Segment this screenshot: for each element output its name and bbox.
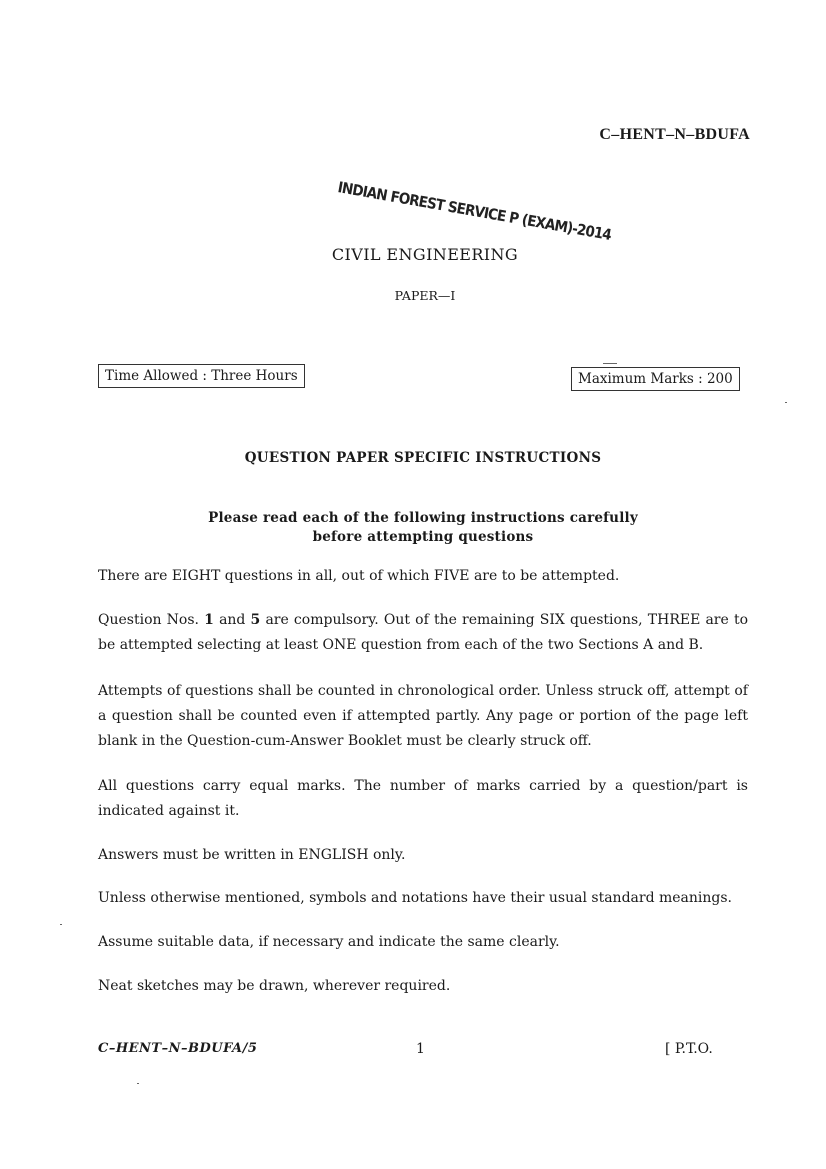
instruction-chronological-order: Attempts of questions shall be counted in chronological order. Unless struck off, attempt of a question shall be counted even if attempted partly. Any page or portion of the page left blank in the Question-cum-Answer Booklet must be clearly struck off. (98, 683, 748, 749)
page-number: 1 (416, 1041, 425, 1057)
question-number-1: 1 (204, 612, 214, 628)
scan-speck (137, 1083, 139, 1084)
p2-text-before: Question Nos. (98, 612, 205, 628)
time-allowed-box: Time Allowed : Three Hours (98, 364, 305, 388)
subject-title: CIVIL ENGINEERING (331, 245, 519, 264)
scan-speck (785, 402, 787, 403)
instruction-eight-questions: There are EIGHT questions in all, out of which FIVE are to be attempted. (98, 568, 620, 584)
scan-speck (60, 924, 62, 925)
p2-text-and: and (213, 612, 251, 628)
instruction-suitable-data: Assume suitable data, if necessary and indicate the same clearly. (98, 934, 560, 950)
footer-paper-code: C–HENT–N–BDUFA/5 (98, 1041, 258, 1056)
p2-text-after: are compulsory. Out of the remaining SIX questions, THREE are to be attempted selecting at least ONE question from each of the two Sections A and B. (98, 612, 748, 653)
subheading-line-2: before attempting questions (312, 529, 534, 545)
instruction-english-only: Answers must be written in ENGLISH only. (98, 847, 406, 863)
paper-number: PAPER—I (394, 288, 456, 303)
exam-stamp: INDIAN FOREST SERVICE P (EXAM)-2014 (336, 178, 613, 244)
please-turn-over: [ P.T.O. (665, 1041, 713, 1057)
maximum-marks-box: Maximum Marks : 200 (571, 367, 740, 391)
paper-code-header: C–HENT–N–BDUFA (599, 126, 750, 143)
question-number-5: 5 (250, 612, 261, 628)
subheading-line-1: Please read each of the following instructions carefully (208, 510, 638, 526)
instruction-symbols-notations: Unless otherwise mentioned, symbols and notations have their usual standard meanings. (98, 890, 732, 906)
instructions-subheading (0, 509, 826, 547)
instruction-neat-sketches: Neat sketches may be drawn, wherever required. (98, 978, 451, 994)
scan-speck (603, 363, 617, 364)
instructions-heading: QUESTION PAPER SPECIFIC INSTRUCTIONS (244, 450, 602, 466)
instruction-compulsory-questions (98, 608, 748, 658)
instruction-equal-marks: All questions carry equal marks. The number of marks carried by a question/part is indicated against it. (98, 778, 748, 819)
